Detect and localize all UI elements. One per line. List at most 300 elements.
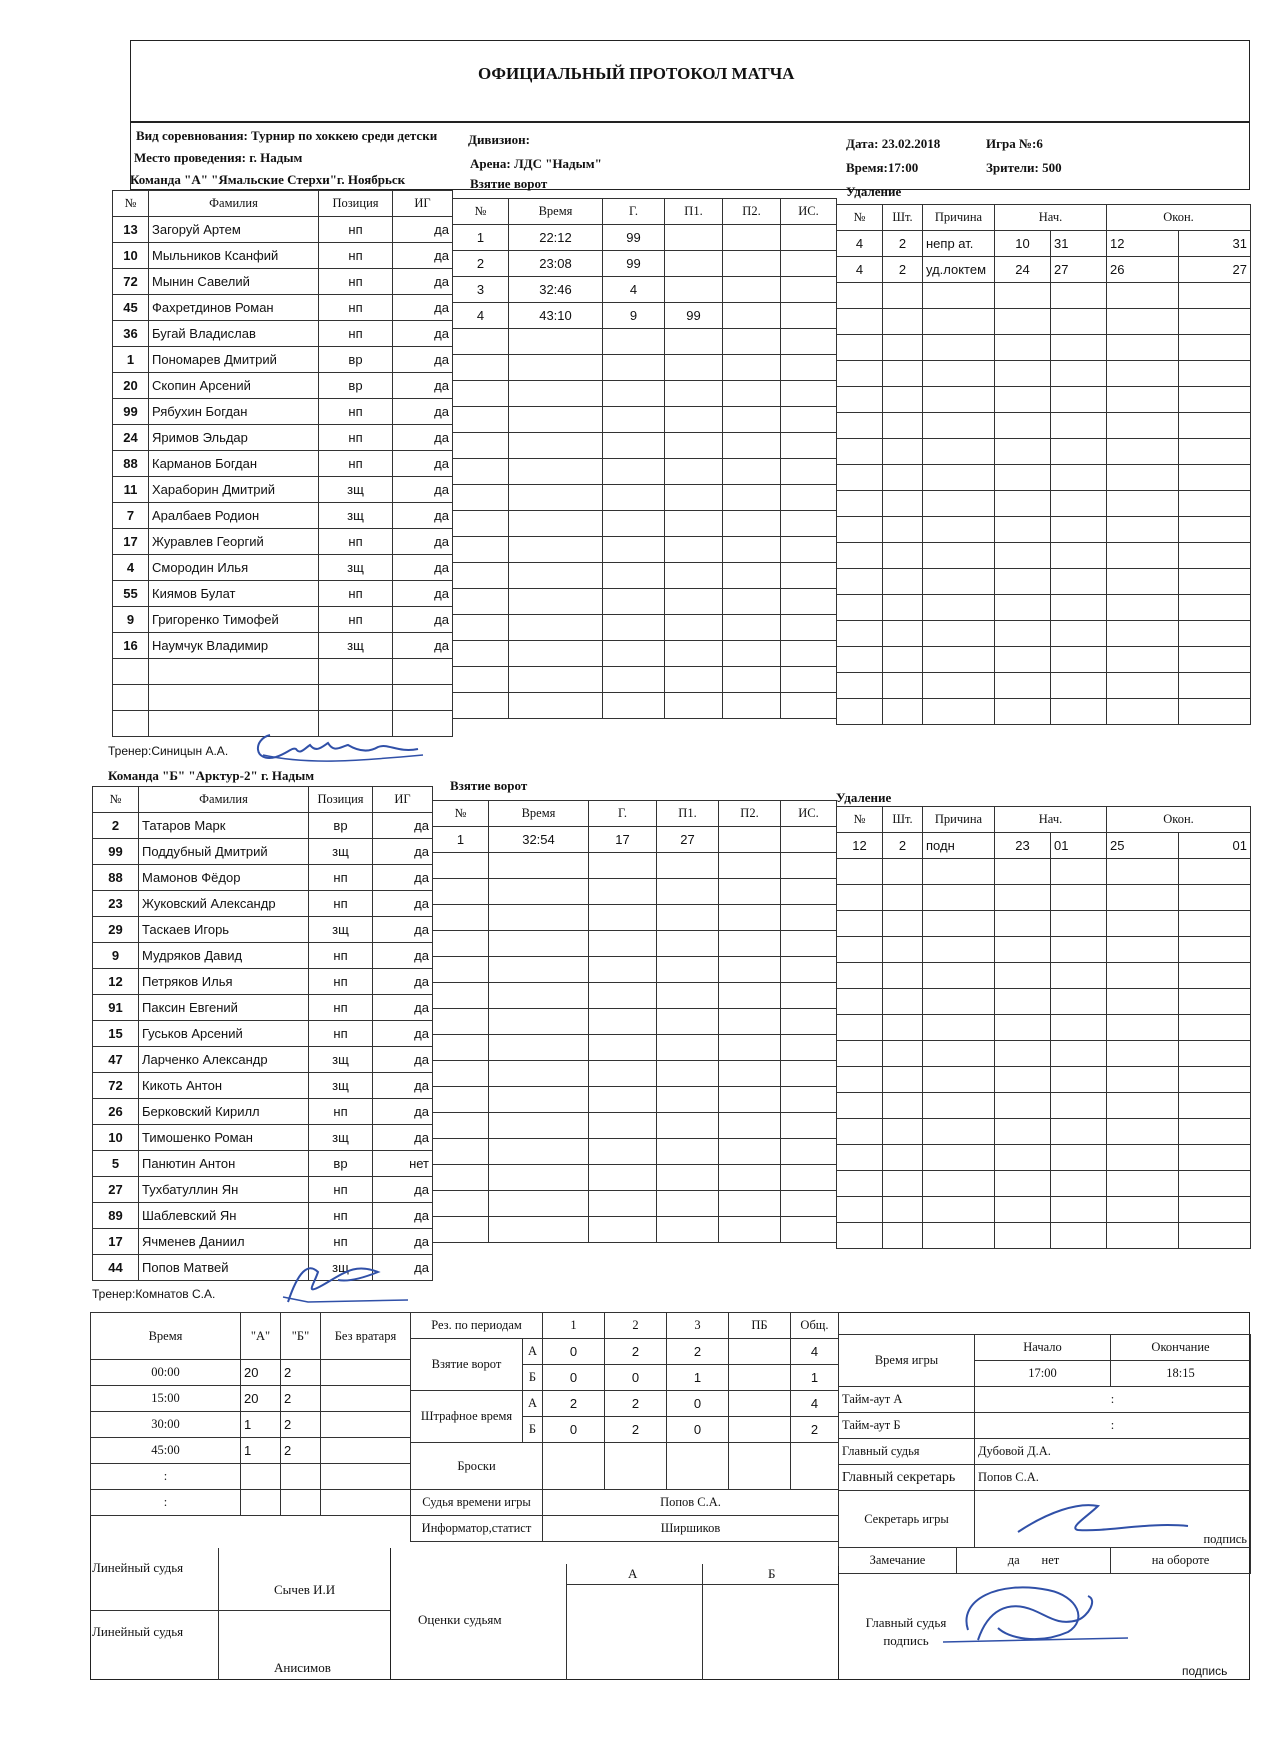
goal-time [509, 563, 603, 589]
goalie-b [281, 1490, 321, 1516]
player-row [113, 451, 453, 477]
player-number: 88 [93, 865, 139, 891]
goal-scorer: 99 [603, 251, 665, 277]
goalie-time: : [91, 1464, 241, 1490]
player-name: Григоренко Тимофей [149, 607, 319, 633]
goals-b-so [729, 1365, 791, 1391]
goal-time [489, 879, 589, 905]
goalie-row [91, 1386, 411, 1412]
goal-assist-2 [723, 433, 781, 459]
roster-header-num: № [113, 191, 149, 217]
player-position: зщ [309, 1073, 373, 1099]
penalty-start-sec [1051, 699, 1107, 725]
period-2: 2 [605, 1313, 667, 1339]
penalty-end-sec [1179, 1093, 1251, 1119]
penalty-start-sec [1051, 387, 1107, 413]
goal-situation [781, 879, 837, 905]
penalty-minutes [883, 1067, 923, 1093]
goal-assist-1 [657, 983, 719, 1009]
goal-time [489, 1191, 589, 1217]
penalty-end-sec: 27 [1179, 257, 1251, 283]
penalty-minutes [883, 1171, 923, 1197]
goal-number [453, 329, 509, 355]
player-number: 12 [93, 969, 139, 995]
player-number: 9 [113, 607, 149, 633]
penalty-end-min [1107, 439, 1179, 465]
timeout-a-value: : [975, 1387, 1251, 1413]
penalty-start-sec: 27 [1051, 257, 1107, 283]
goal-situation [781, 433, 837, 459]
penalty-minutes [883, 309, 923, 335]
penalty-end-min [1107, 1015, 1179, 1041]
player-position: нп [309, 865, 373, 891]
goal-situation [781, 1165, 837, 1191]
goal-assist-2 [719, 931, 781, 957]
goalie-header-1: "А" [241, 1313, 281, 1360]
goal-assist-2 [719, 879, 781, 905]
player-number: 24 [113, 425, 149, 451]
player-name: Мыльников Ксанфий [149, 243, 319, 269]
player-number: 99 [93, 839, 139, 865]
goal-number [453, 589, 509, 615]
player-number: 47 [93, 1047, 139, 1073]
goal-time [489, 1217, 589, 1243]
goal-number [433, 1061, 489, 1087]
goal-situation [781, 667, 837, 693]
goal-assist-1 [665, 433, 723, 459]
team-a-penalties-title: Удаление [846, 184, 902, 199]
goal-assist-1 [657, 1009, 719, 1035]
penalty-row [837, 1041, 1251, 1067]
penalty-player: 4 [837, 257, 883, 283]
goal-row [453, 537, 837, 563]
player-number: 88 [113, 451, 149, 477]
goalie-header-3: Без вратаря [321, 1313, 411, 1360]
penalty-minutes [883, 989, 923, 1015]
goal-time [489, 931, 589, 957]
player-played [393, 659, 453, 685]
goal-assist-1 [665, 563, 723, 589]
date: Дата: 23.02.2018 [846, 136, 941, 151]
goal-scorer: 4 [603, 277, 665, 303]
penalty-start-sec [1051, 465, 1107, 491]
goal-scorer [603, 693, 665, 719]
player-row [113, 217, 453, 243]
penalty-start-min [995, 361, 1051, 387]
player-name: Мынин Савелий [149, 269, 319, 295]
player-row [113, 633, 453, 659]
penalty-start-sec [1051, 859, 1107, 885]
penalty-end-sec [1179, 1145, 1251, 1171]
player-row [93, 1177, 433, 1203]
goal-assist-1 [665, 615, 723, 641]
player-played: да [393, 321, 453, 347]
player-position: нп [319, 321, 393, 347]
player-row [93, 1047, 433, 1073]
penalty-player [837, 1067, 883, 1093]
penalty-end-sec [1179, 1223, 1251, 1249]
penalty-reason [923, 699, 995, 725]
penalty-row [837, 361, 1251, 387]
player-row [113, 269, 453, 295]
goal-assist-2 [723, 303, 781, 329]
goal-assist-2 [719, 957, 781, 983]
player-position: зщ [309, 1047, 373, 1073]
linesman-1-label: Линейный судья [92, 1560, 184, 1575]
penalty-end-sec [1179, 595, 1251, 621]
penalty-minutes [883, 1119, 923, 1145]
penalty-start-min [995, 1197, 1051, 1223]
player-number [113, 685, 149, 711]
arena: Арена: ЛДС "Надым" [470, 156, 602, 171]
player-row [93, 1203, 433, 1229]
player-name: Скопин Арсений [149, 373, 319, 399]
secretary-label: Секретарь игры [839, 1491, 975, 1548]
goal-assist-1 [665, 641, 723, 667]
player-played: да [393, 581, 453, 607]
goal-assist-2 [723, 407, 781, 433]
goal-situation [781, 485, 837, 511]
remark-overleaf: на обороте [1111, 1548, 1251, 1574]
penalty-start-min: 10 [995, 231, 1051, 257]
penalty-start-sec [1051, 673, 1107, 699]
penalty-start-sec [1051, 309, 1107, 335]
goal-assist-1 [657, 931, 719, 957]
player-number: 2 [93, 813, 139, 839]
penalty-reason [923, 647, 995, 673]
goal-number [453, 433, 509, 459]
informer: Ширшиков [543, 1516, 839, 1542]
penalty-end-min [1107, 963, 1179, 989]
penalty-end-sec [1179, 1197, 1251, 1223]
goal-time [509, 433, 603, 459]
penalty-row [837, 1067, 1251, 1093]
penalty-row [837, 833, 1251, 859]
penalty-end-sec [1179, 283, 1251, 309]
penalty-row [837, 885, 1251, 911]
player-number: 17 [113, 529, 149, 555]
player-position: нп [309, 1203, 373, 1229]
chief-sec-label: Главный секретарь [839, 1465, 975, 1491]
goal-assist-1 [665, 407, 723, 433]
penalty-reason [923, 309, 995, 335]
goal-number [433, 1087, 489, 1113]
penalty-end-min [1107, 387, 1179, 413]
penalty-start-min [995, 1093, 1051, 1119]
goal-assist-2 [723, 485, 781, 511]
goal-assist-2 [723, 225, 781, 251]
player-number: 99 [113, 399, 149, 425]
penalty-end-sec [1179, 335, 1251, 361]
goal-scorer [603, 407, 665, 433]
penalty-end-min [1107, 517, 1179, 543]
penalty-start-sec [1051, 1171, 1107, 1197]
penalty-start-sec [1051, 647, 1107, 673]
penalty-row [837, 439, 1251, 465]
goal-row [453, 667, 837, 693]
goal-row [453, 563, 837, 589]
goal-assist-1 [665, 277, 723, 303]
player-number: 36 [113, 321, 149, 347]
team-b-coach-signature [268, 1252, 428, 1312]
goal-situation [781, 931, 837, 957]
penalty-reason [923, 361, 995, 387]
penalty-reason [923, 465, 995, 491]
roster-header-ig: ИГ [393, 191, 453, 217]
goal-scorer [589, 905, 657, 931]
player-number: 4 [113, 555, 149, 581]
goal-scorer [603, 589, 665, 615]
goal-assist-2 [719, 1113, 781, 1139]
goal-row [433, 853, 837, 879]
penalty-start-sec [1051, 1067, 1107, 1093]
pen-header-end: Окон. [1107, 205, 1251, 231]
goal-assist-1 [665, 459, 723, 485]
player-row [113, 321, 453, 347]
player-name: Панютин Антон [139, 1151, 309, 1177]
penalty-end-sec [1179, 989, 1251, 1015]
goals-a-p2: 2 [605, 1339, 667, 1365]
goal-time [489, 1113, 589, 1139]
player-position: вр [319, 347, 393, 373]
player-played: да [393, 425, 453, 451]
chief-sign-caption: подпись [1182, 1664, 1228, 1678]
penalty-row [837, 1223, 1251, 1249]
goal-assist-1 [665, 693, 723, 719]
linesman-2: Анисимов [274, 1660, 331, 1675]
goal-scorer: 17 [589, 827, 657, 853]
goal-assist-2 [723, 355, 781, 381]
pen-header-sht: Шт. [883, 205, 923, 231]
player-row [93, 1125, 433, 1151]
roster-header-num: № [93, 787, 139, 813]
penalty-row [837, 1119, 1251, 1145]
penalty-start-min [995, 335, 1051, 361]
player-row [93, 1021, 433, 1047]
team-a-title: Команда "А" "Ямальские Стерхи"г. Ноябрьск [130, 172, 406, 187]
player-name [149, 659, 319, 685]
goal-time [509, 407, 603, 433]
goal-row [433, 1217, 837, 1243]
goals-label: Взятие ворот [411, 1339, 523, 1391]
goal-time [509, 485, 603, 511]
pim-a-total: 4 [791, 1391, 839, 1417]
remark-label: Замечание [839, 1548, 957, 1574]
goal-situation [781, 693, 837, 719]
penalty-player [837, 439, 883, 465]
pim-b-so [729, 1417, 791, 1443]
goal-time [509, 615, 603, 641]
goal-scorer [589, 1191, 657, 1217]
player-position: зщ [309, 917, 373, 943]
penalty-start-sec [1051, 911, 1107, 937]
penalty-player [837, 989, 883, 1015]
player-name: Поддубный Дмитрий [139, 839, 309, 865]
goal-number [433, 1035, 489, 1061]
goals-header-5: ИС. [781, 199, 837, 225]
penalty-end-min: 26 [1107, 257, 1179, 283]
penalty-minutes [883, 1197, 923, 1223]
penalty-start-min [995, 1145, 1051, 1171]
goalie-a: 20 [241, 1386, 281, 1412]
penalty-player: 4 [837, 231, 883, 257]
pim-b-p3: 0 [667, 1417, 729, 1443]
penalty-reason: уд.локтем [923, 257, 995, 283]
player-position: нп [319, 217, 393, 243]
team-b-penalties-title: Удаление [836, 790, 892, 805]
penalty-end-sec [1179, 621, 1251, 647]
penalty-reason [923, 387, 995, 413]
player-row [93, 995, 433, 1021]
penalty-start-sec [1051, 963, 1107, 989]
shots-label: Броски [411, 1443, 543, 1490]
goal-time [489, 1139, 589, 1165]
player-played: да [373, 1177, 433, 1203]
goalie-empty-net [321, 1360, 411, 1386]
goals-header-5: ИС. [781, 801, 837, 827]
goalie-b: 2 [281, 1438, 321, 1464]
goal-scorer [603, 667, 665, 693]
player-number: 10 [93, 1125, 139, 1151]
penalty-end-min [1107, 699, 1179, 725]
penalty-end-min [1107, 283, 1179, 309]
penalty-start-sec [1051, 1041, 1107, 1067]
player-name: Кикоть Антон [139, 1073, 309, 1099]
goal-number [453, 693, 509, 719]
penalty-player [837, 283, 883, 309]
penalty-reason [923, 595, 995, 621]
goal-situation [781, 251, 837, 277]
penalty-end-sec [1179, 543, 1251, 569]
player-position: нп [319, 607, 393, 633]
penalty-reason [923, 911, 995, 937]
penalty-minutes [883, 387, 923, 413]
penalty-reason: непр ат. [923, 231, 995, 257]
penalty-start-sec [1051, 283, 1107, 309]
player-position: вр [309, 813, 373, 839]
roster-header-pos: Позиция [319, 191, 393, 217]
penalty-player [837, 673, 883, 699]
penalty-row [837, 1171, 1251, 1197]
goal-number [433, 957, 489, 983]
goal-time [509, 667, 603, 693]
player-name: Петряков Илья [139, 969, 309, 995]
penalty-end-min [1107, 595, 1179, 621]
penalty-end-sec [1179, 1041, 1251, 1067]
goal-row [453, 433, 837, 459]
goalie-time: 15:00 [91, 1386, 241, 1412]
goal-scorer: 9 [603, 303, 665, 329]
penalty-player [837, 309, 883, 335]
penalty-start-min [995, 699, 1051, 725]
penalty-reason [923, 491, 995, 517]
goal-scorer [603, 433, 665, 459]
goal-scorer [589, 1035, 657, 1061]
linesmen-vdivider [218, 1548, 219, 1680]
penalty-start-min [995, 491, 1051, 517]
penalty-reason [923, 963, 995, 989]
penalty-reason [923, 1223, 995, 1249]
penalty-start-sec [1051, 885, 1107, 911]
player-position: нп [319, 269, 393, 295]
player-position: зщ [319, 555, 393, 581]
row-b: Б [523, 1417, 543, 1443]
penalty-row [837, 283, 1251, 309]
goal-row [453, 225, 837, 251]
goal-assist-1: 27 [657, 827, 719, 853]
goal-row [433, 1035, 837, 1061]
penalty-reason [923, 673, 995, 699]
goal-situation [781, 355, 837, 381]
goal-row [433, 1191, 837, 1217]
pen-header-sht: Шт. [883, 807, 923, 833]
pim-a-p2: 2 [605, 1391, 667, 1417]
goal-situation [781, 537, 837, 563]
penalty-player [837, 699, 883, 725]
player-played: да [373, 1229, 433, 1255]
penalty-start-sec [1051, 543, 1107, 569]
player-row [113, 295, 453, 321]
goal-assist-2 [719, 1217, 781, 1243]
penalty-end-sec [1179, 1119, 1251, 1145]
penalty-start-sec [1051, 1223, 1107, 1249]
goals-header-2: Г. [589, 801, 657, 827]
penalty-end-min: 25 [1107, 833, 1179, 859]
player-played: да [373, 1021, 433, 1047]
goalie-a: 1 [241, 1412, 281, 1438]
player-played: да [393, 607, 453, 633]
player-row [93, 917, 433, 943]
goal-scorer [603, 485, 665, 511]
goal-number: 1 [433, 827, 489, 853]
goal-number [453, 355, 509, 381]
player-played: да [393, 217, 453, 243]
goalie-a: 20 [241, 1360, 281, 1386]
team-b-coach: Тренер:Комнатов С.А. [92, 1287, 216, 1301]
penalty-reason [923, 283, 995, 309]
player-played: да [393, 269, 453, 295]
player-played: да [393, 243, 453, 269]
linesmen-divider [90, 1610, 390, 1611]
goal-assist-2 [719, 827, 781, 853]
goal-scorer: 99 [603, 225, 665, 251]
penalty-player [837, 569, 883, 595]
goal-row [433, 983, 837, 1009]
roster-header-name: Фамилия [139, 787, 309, 813]
goalie-time: : [91, 1490, 241, 1516]
penalty-end-sec [1179, 647, 1251, 673]
penalty-minutes [883, 911, 923, 937]
penalty-reason [923, 1119, 995, 1145]
player-position: нп [319, 451, 393, 477]
player-position [319, 685, 393, 711]
penalty-player [837, 937, 883, 963]
pen-header-num: № [837, 807, 883, 833]
goal-row [453, 615, 837, 641]
goal-assist-1 [665, 381, 723, 407]
goal-assist-2 [723, 537, 781, 563]
penalty-row [837, 517, 1251, 543]
ratings-label: Оценки судьям [418, 1612, 502, 1627]
penalty-player [837, 517, 883, 543]
chief-referee-signature [938, 1570, 1138, 1650]
player-number: 23 [93, 891, 139, 917]
player-played: да [393, 347, 453, 373]
goal-number [433, 983, 489, 1009]
penalty-reason [923, 413, 995, 439]
informer-label: Информатор,статист [411, 1516, 543, 1542]
pen-header-reason: Причина [923, 205, 995, 231]
